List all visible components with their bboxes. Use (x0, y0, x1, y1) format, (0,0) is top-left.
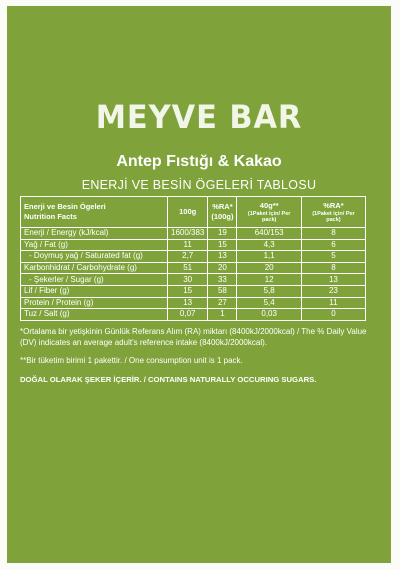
table-header-row (21, 197, 366, 228)
table-row (21, 262, 366, 274)
row-label: Lif / Fiber (g) (21, 285, 168, 297)
footnote-ra: *Ortalama bir yetişkinin Günlük Referans Alım (RA) miktarı (8400kJ/2000kcal) / The % Daily Value (DV) indicates an average adult's reference intake (8400kJ/2000kcal). (20, 327, 367, 347)
header-col4-sub: (1Paket için/ Per pack) (312, 211, 355, 223)
header-col2-main: %RA* (212, 202, 233, 211)
row-label: - Şekerler / Sugar (g) (21, 274, 168, 286)
row-value-ra-pack: 8 (301, 228, 365, 240)
row-value-pack: 0,03 (237, 309, 301, 321)
row-value-ra-100g: 27 (208, 297, 237, 309)
row-value-ra-100g: 19 (208, 228, 237, 240)
row-label: Yağ / Fat (g) (21, 239, 168, 251)
header-label-en: Nutrition Facts (24, 212, 77, 221)
table-subtitle: ENERJİ VE BESİN ÖGELERİ TABLOSU (81, 178, 317, 192)
header-col4 (301, 197, 365, 228)
nutrition-table (20, 196, 366, 321)
row-label: Karbonhidrat / Carbohydrate (g) (21, 262, 168, 274)
row-value-100g: 51 (168, 262, 208, 274)
table-row (21, 228, 366, 240)
header-col2-sub: (100g) (211, 212, 234, 221)
header-col3 (237, 197, 301, 228)
sugar-statement: DOĞAL OLARAK ŞEKER İÇERİR. / CONTAINS NATURALLY OCCURING SUGARS. (20, 375, 317, 384)
row-value-pack: 1,1 (237, 251, 301, 263)
table-row (21, 285, 366, 297)
row-value-ra-100g: 13 (208, 251, 237, 263)
row-label: Protein / Protein (g) (21, 297, 168, 309)
header-col4-main: %RA* (323, 201, 344, 210)
row-value-ra-pack: 11 (301, 297, 365, 309)
table-row (21, 239, 366, 251)
footnotes (20, 326, 370, 392)
row-value-ra-100g: 33 (208, 274, 237, 286)
row-value-pack: 5,8 (237, 285, 301, 297)
header-col3-sub: (1Paket için/ Per pack) (247, 211, 291, 223)
header-col1: 100g (168, 197, 208, 228)
brand-title: MEYVE BAR (95, 98, 303, 136)
table-row (21, 251, 366, 263)
row-value-100g: 0,07 (168, 309, 208, 321)
row-value-100g: 1600/383 (168, 228, 208, 240)
row-label: Tuz / Salt (g) (21, 309, 168, 321)
row-value-100g: 13 (168, 297, 208, 309)
row-value-ra-100g: 58 (208, 285, 237, 297)
row-value-ra-100g: 15 (208, 239, 237, 251)
table-row (21, 297, 366, 309)
row-value-pack: 12 (237, 274, 301, 286)
row-value-100g: 11 (168, 239, 208, 251)
row-value-ra-pack: 13 (301, 274, 365, 286)
flavor-title: Antep Fıstığı & Kakao (116, 153, 282, 170)
row-value-ra-100g: 20 (208, 262, 237, 274)
table-row (21, 309, 366, 321)
header-col2 (208, 197, 237, 228)
header-label (21, 197, 168, 228)
row-value-100g: 15 (168, 285, 208, 297)
row-value-pack: 5,4 (237, 297, 301, 309)
row-value-ra-100g: 1 (208, 309, 237, 321)
table-row (21, 274, 366, 286)
row-value-pack: 20 (237, 262, 301, 274)
footnote-unit: **Bir tüketim birimi 1 pakettir. / One consumption unit is 1 pack. (20, 356, 243, 365)
row-label: Enerji / Energy (kJ/kcal) (21, 228, 168, 240)
row-value-pack: 4,3 (237, 239, 301, 251)
row-value-pack: 640/153 (237, 228, 301, 240)
row-value-ra-pack: 23 (301, 285, 365, 297)
row-value-ra-pack: 0 (301, 309, 365, 321)
header-col3-main: 40g** (259, 201, 279, 210)
header-label-tr: Enerji ve Besin Ögeleri (24, 202, 106, 211)
row-value-100g: 2,7 (168, 251, 208, 263)
row-value-ra-pack: 5 (301, 251, 365, 263)
row-value-ra-pack: 8 (301, 262, 365, 274)
row-value-100g: 30 (168, 274, 208, 286)
row-label: - Doymuş yağ / Saturated fat (g) (21, 251, 168, 263)
row-value-ra-pack: 6 (301, 239, 365, 251)
